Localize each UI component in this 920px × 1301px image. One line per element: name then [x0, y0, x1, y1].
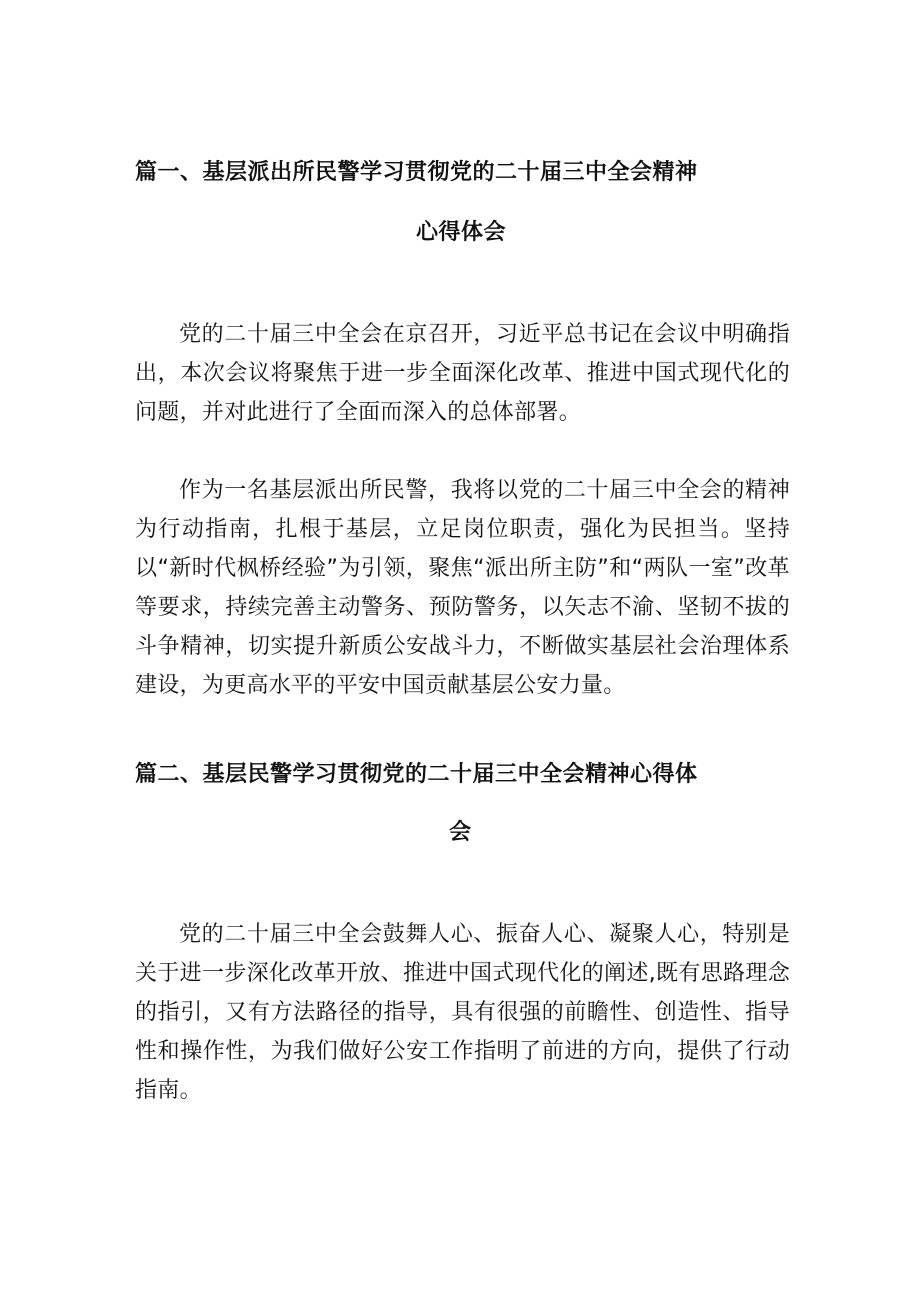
section1-title-line2: 心得体会	[416, 220, 507, 245]
section1-paragraph-1: 党的二十届三中全会在京召开，习近平总书记在会议中明确指出，本次会议将聚焦于进一步全面深化改革、推进中国式现代化的问题，并对此进行了全面而深入的总体部署。	[135, 322, 790, 425]
section2-title-line2: 会	[449, 820, 472, 845]
section2-title-line1: 篇二、基层民警学习贯彻党的二十届三中全会精神心得体	[135, 762, 698, 787]
section2-paragraph-1: 党的二十届三中全会鼓舞人心、振奋人心、凝聚人心，特别是关于进一步深化改革开放、推进中国式现代化的阐述,既有思路理念的指引，又有方法路径的指导，具有很强的前瞻性、创造性、指导性和操作性，为我们做好公安工作指明了前进的方向，提供了行动指南。	[135, 922, 790, 1103]
section1-title-line1: 篇一、基层派出所民警学习贯彻党的二十届三中全会精神	[135, 160, 698, 185]
section1-paragraph-2: 作为一名基层派出所民警，我将以党的二十届三中全会的精神为行动指南，扎根于基层，立足岗位职责，强化为民担当。坚持以“新时代枫桥经验”为引领，聚焦“派出所主防”和“两队一室”改革等要求，持续完善主动警务、预防警务，以矢志不渝、坚韧不拔的斗争精神，切实提升新质公安战斗力，不断做实基层社会治理体系建设，为更高水平的平安中国贡献基层公安力量。	[135, 478, 790, 698]
